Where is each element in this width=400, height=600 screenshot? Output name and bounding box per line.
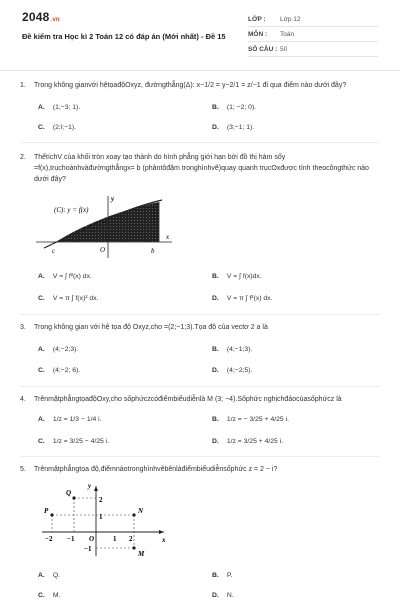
tick-y-2: 2 [99, 496, 103, 504]
option-letter: A. [38, 346, 45, 353]
option-c[interactable] [38, 367, 80, 374]
question-number: 5. [20, 466, 26, 473]
option-text: (4;−2; 6). [52, 367, 81, 374]
option-c[interactable] [38, 592, 60, 599]
option-d[interactable] [212, 592, 234, 599]
option-text: (4;−2;5). [226, 367, 253, 374]
option-letter: D. [212, 295, 219, 302]
option-b[interactable] [212, 416, 289, 423]
info-key: MÔN : [248, 30, 268, 38]
info-value: 50 [280, 45, 288, 53]
origin-label: O [100, 246, 106, 254]
option-text: 1/z = 1/3 − 1/4 i. [52, 416, 102, 423]
option-text: 1/z = 3/25 − 4/25 i. [52, 438, 110, 445]
option-c[interactable] [38, 438, 109, 445]
info-value: Toán [280, 30, 295, 38]
option-text: (3;−1; 1). [226, 124, 255, 131]
option-text: (1;−3; 1). [52, 104, 81, 111]
question-number: 4. [20, 396, 26, 403]
tick-y-neg1: −1 [84, 545, 92, 553]
y-axis-label: y [111, 195, 115, 203]
p-label: P [44, 507, 49, 515]
question-number: 1. [20, 82, 26, 89]
option-d[interactable] [212, 367, 252, 374]
option-letter: B. [212, 346, 219, 353]
option-b[interactable] [212, 104, 256, 111]
logo-suffix: .vn [50, 17, 60, 23]
option-d[interactable] [212, 295, 272, 302]
option-letter: B. [212, 416, 219, 423]
option-text: 1/z = − 3/25 + 4/25 i. [226, 416, 289, 423]
exam-info-panel [248, 12, 378, 57]
q-label: Q [66, 489, 72, 497]
divider [20, 386, 380, 387]
question-number: 3. [20, 324, 26, 331]
option-text: M. [52, 592, 61, 599]
question-text: ThểtíchV của khối tròn xoay tạo thành do hình phẳng giới hạn bởi đồ thị hàm sốy =f(x),trụchoànhvàđườngthẳngx= b (phântôđậm tronghìnhvẽ)quay quanh trụcOxđược tính theocôngthức nào dưới đây? [34, 154, 369, 183]
b-label: b [151, 247, 155, 255]
option-letter: B. [212, 104, 219, 111]
info-key: LỚP : [248, 15, 266, 23]
point-n [132, 513, 135, 516]
option-d[interactable] [212, 124, 254, 131]
origin-label: O [89, 535, 95, 543]
option-letter: D. [212, 438, 219, 445]
option-text: (4;−2;3). [52, 346, 79, 353]
exam-title: Đề kiểm tra Học kì 2 Toán 12 có đáp án (Mới nhất) - Đề 15 [22, 32, 226, 41]
y-axis-label: y [88, 482, 92, 490]
option-a[interactable] [38, 346, 78, 353]
option-c[interactable] [38, 124, 76, 131]
option-text: V = π ∫ f²(x) dx. [226, 295, 273, 302]
question-text: Trênmặtphẳngtọa độ,điểmnàotronghìnhvẽbênlàđiểmbiểudiễnsốphức z = 2 − i? [34, 466, 278, 473]
page-header [0, 0, 400, 71]
site-logo[interactable] [22, 10, 60, 24]
option-text: N. [226, 592, 234, 599]
point-p [50, 513, 53, 516]
option-letter: B. [212, 572, 219, 579]
point-m [132, 546, 135, 549]
divider [20, 142, 380, 143]
option-text: (2;l;−1). [52, 124, 77, 131]
option-text: V = ∫ f²(x) dx. [52, 273, 92, 280]
option-a[interactable] [38, 416, 102, 423]
info-value: Lớp 12 [280, 15, 301, 23]
option-letter: A. [38, 273, 45, 280]
m-label: M [138, 550, 145, 558]
tick-x-neg1: −1 [67, 535, 75, 543]
point-q [72, 496, 75, 499]
option-c[interactable] [38, 295, 98, 302]
curve-label: (C): y = f(x) [54, 206, 89, 214]
option-b[interactable] [212, 572, 232, 579]
option-text: (1; −2; 0). [226, 104, 257, 111]
tick-y-1: 1 [99, 513, 103, 521]
option-letter: B. [212, 273, 219, 280]
question-number: 2. [20, 154, 26, 161]
option-letter: C. [38, 295, 45, 302]
option-letter: D. [212, 592, 219, 599]
option-text: P. [226, 572, 233, 579]
option-b[interactable] [212, 346, 252, 353]
option-d[interactable] [212, 438, 283, 445]
option-a[interactable] [38, 273, 92, 280]
option-text: V = ∫ f(x)dx. [226, 273, 262, 280]
option-letter: C. [38, 438, 45, 445]
x-arrow-icon [159, 530, 164, 534]
option-b[interactable] [212, 273, 262, 280]
option-letter: A. [38, 572, 45, 579]
info-row-count [248, 42, 378, 57]
divider [20, 456, 380, 457]
tick-x-2: 2 [129, 535, 133, 543]
option-text: 1/z = 3/25 + 4/25 i. [226, 438, 284, 445]
info-row-class [248, 12, 378, 27]
tick-x-1: 1 [113, 535, 117, 543]
question-text: Trong không gianvới hệtọađộOxyz, đườngthẳng(Δ): x−1/2 = y−2/1 = z/−1 đi qua điểm nào dưới đây? [34, 82, 347, 89]
option-a[interactable] [38, 104, 80, 111]
logo-text: 2048 [22, 10, 50, 24]
n-label: N [138, 507, 144, 515]
x-axis-label: x [166, 233, 170, 241]
option-letter: C. [38, 367, 45, 374]
question-text: TrênmặtphẳngtọađộOxy,cho sốphứczcóđiểmbiểudiễnlà M (3; −4).Sốphức nghịchđảocủasốphứcz là [34, 396, 342, 403]
question-text: Trong không gian với hệ tọa độ Oxyz,cho =(2;−1;3).Tọa độ của vectơ 2 a là [34, 324, 268, 331]
complex-plane-figure [34, 480, 174, 560]
option-letter: C. [38, 124, 45, 131]
option-letter: D. [212, 367, 219, 374]
info-key: SỐ CÂU : [248, 45, 278, 53]
option-letter: D. [212, 124, 219, 131]
option-letter: A. [38, 416, 45, 423]
option-text: V = π ∫ f(x)² dx. [52, 295, 99, 302]
volume-figure [34, 192, 174, 262]
option-text: (4;−1;3). [226, 346, 253, 353]
x-axis-label: x [162, 536, 166, 544]
info-row-subject [248, 27, 378, 42]
option-letter: A. [38, 104, 45, 111]
option-text: Q. [52, 572, 60, 579]
y-arrow-icon [94, 486, 98, 491]
divider [20, 314, 380, 315]
option-a[interactable] [38, 572, 60, 579]
tick-x-neg2: −2 [45, 535, 53, 543]
option-letter: C. [38, 592, 45, 599]
c-label: c [52, 247, 56, 255]
